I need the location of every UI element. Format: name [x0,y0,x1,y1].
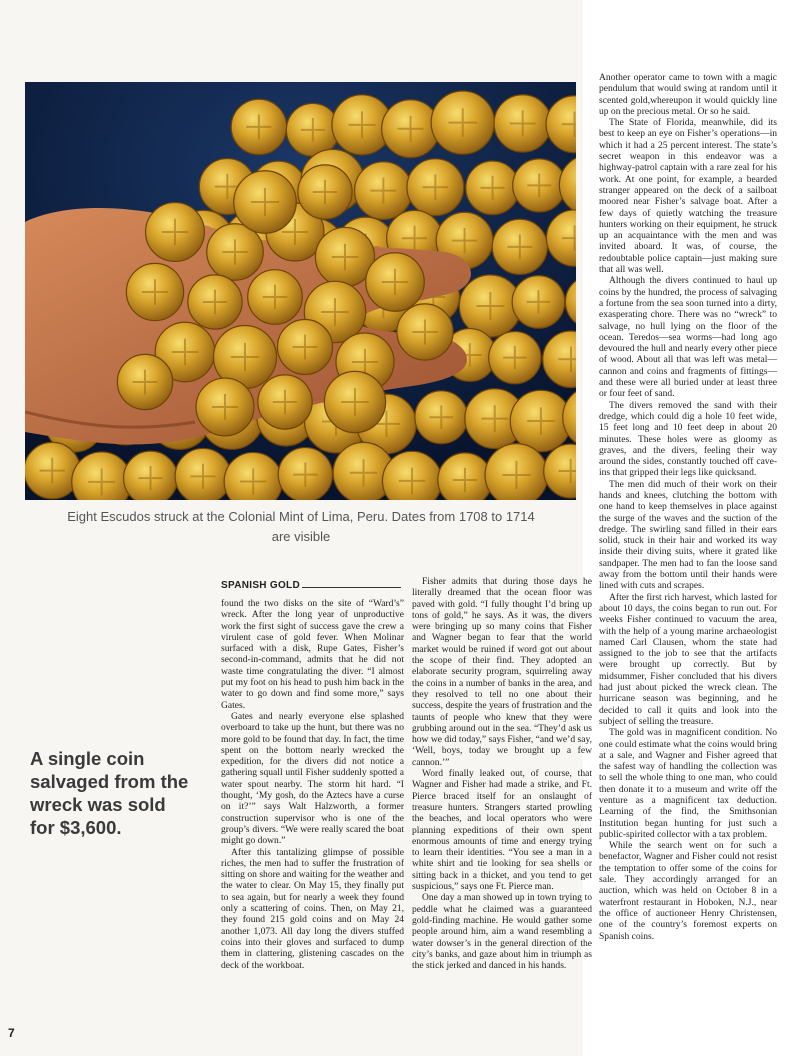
paragraph: Fisher admits that during those days he literally dreamed that the ocean floor was paved with gold. “I fully thought I’d bring up tons of gold,” he says. As it was, the divers were bringing up so many coins that Fisher and Wagner began to fear that the world market would be ruined if word got out about the scope of their find. They adopted an elaborate security program, squirreling away the coins in a number of banks in the area, and they resolved to tell no one about their success, despite the years of frustration and the taunts of people who knew that they were grubbing around out in the sea. “They’d ask us how we did today,” says Fisher, “and we’d say, ‘Well, boys, today we brought up a few cannon.’” [412,576,592,768]
paragraph: The gold was in magnificent condition. No one could estimate what the coins would bring at a sale, and Wagner and Fisher agreed that the safest way of handling the collection was to sell the whole thing to one man, who could then donate it to a museum and write off the venture as a magnificent tax deduction. Learning of the find, the Smithsonian Institution began hunting for just such a public-spirited collector with a tax problem. [599,727,777,840]
paragraph: Word finally leaked out, of course, that Wagner and Fisher had made a strike, and Ft. Pierce braced itself for an onslaught of treasure hunters. Strangers started prowling the beaches, and local operators who were planning expeditions of their own spent enormous amounts of time and energy trying to learn their identities. “You see a man in a white shirt and tie looking for sea shells or sitting back in a thicket, and you tend to get suspicious,” says one Ft. Pierce man. [412,768,592,893]
photo-caption: Eight Escudos struck at the Colonial Mint of Lima, Peru. Dates from 1708 to 1714 are visible [67,509,535,544]
article-column-2 [412,576,592,971]
paragraph: Although the divers continued to haul up coins by the hundred, the process of salvaging a fortune from the sea soon turned into a dirty, exasperating chore. There was no “wreck” to salvage, no hull lying on the floor of the ocean. Teredos—sea worms—had long ago devoured the hull and nearly every other piece of wood. About all that was left was metal—cannon and coins and fragments of fittings—and these were all buried under at least three or four feet of sand. [599,275,777,400]
article-column-3 [599,72,777,942]
paragraph: One day a man showed up in town trying to peddle what he claimed was a guaranteed gold-finding machine. He would gather some people around him, aim a wand resembling a water dowser’s in the general direction of the city’s banks, and gaze about him in triumph as the stick jerked and danced in his hands. [412,892,592,972]
paragraph: Gates and nearly everyone else splashed overboard to take up the hunt, but there was no more gold to be found that day. In fact, the time spent on the bottom nearly wrecked the expedition, for the divers did not notice a gathering squall until Fisher suddenly spotted a water spout nearby. The storm hit hard. “I thought, ‘My gosh, do the Aztecs have a curse on it?’” says Walt Halzworth, a former construction supervisor who is one of the group’s divers. “We were really scared the boat might go down.” [221,710,404,847]
paragraph: The divers removed the sand with their dredge, which could dig a hole 10 feet wide, 15 feet long and 10 feet deep in about 20 minutes. These holes were as gloomy as graves, and the divers, feeling their way around the sides, constantly touched off cave-ins that gripped their legs like quicksand. [599,399,777,479]
paragraph: After the first rich harvest, which lasted for about 10 days, the coins began to run out. For weeks Fisher continued to vacuum the area, with the help of a young marine archaeologist named Carl Clausen, whom the state had assigned to the job to see that the artifacts were brought up correctly. But by midsummer, Fisher concluded that his divers had just about picked the wreck clean. The hurricane season was beginning, and he decided to call it quits and look into the subject of selling the treasure. [599,591,777,727]
section-title-text: SPANISH GOLD [221,580,300,591]
paragraph: The State of Florida, meanwhile, did its best to keep an eye on Fisher’s operations—in which it had a 25 percent interest. The state’s secret weapon in this endeavor was a highway-patrol captain with a rare zeal for his work. At one point, for example, a bearded stranger appeared on the deck of a sailboat moored near Fisher’s salvage boat. After a few days of quietly watching the treasure hunters working on their equipment, he struck up an acquaintance with the men and was invited aboard. It was, of course, the redoubtable police captain—just making sure that all was well. [599,117,777,276]
title-rule [302,579,401,588]
paragraph: While the search went on for such a benefactor, Wagner and Fisher could not resist the temptation to offer some of the coins for sale. They accordingly arranged for an auction, which was held on October 8 in a waterfront restaurant in Hoboken, N.J., near the office of auctioneer Henry Christensen, one of the country’s foremost experts on Spanish coins. [599,840,777,942]
page-number: 7 [8,1026,15,1040]
paragraph: found the two disks on the site of “Ward’s” wreck. After the long year of unproductive work the first sight of success gave the crew a virulent case of gold fever. When Molinar surfaced with a disk, Rupe Gates, Fisher’s second-in-command, admits that he did not waste time congratulating the diver. “I almost put my foot on his head to push him back in the water to go down and find some more,” says Gates. [221,598,404,711]
article-column-1 [221,598,404,971]
gold-coins-photo [25,82,576,500]
paragraph: The men did much of their work on their hands and knees, clutching the bottom with one hand to keep themselves in place against the surge of the waves and the suction of the dredge. The swirling sand filled in their ears solid, stuck in their hair and worked its way inside their diving suits, where it grated like sandpaper. The men had to fan the loose sand away from the bottom until their hands were lined with cuts and scrapes. [599,478,777,592]
section-title [221,579,401,591]
pull-quote: A single coin salvaged from the wreck was sold for $3,600. [30,748,189,838]
paragraph: Another operator came to town with a magic pendulum that would swing at random until it scented gold,whereupon it would quickly line up on the precious metal. Or so he said. [599,72,777,117]
paragraph: After this tantalizing glimpse of possible riches, the men had to suffer the frustration of sitting on shore and waiting for the weather and the water to clear. On May 15, they finally put to sea again, but for nearly a week they found only a scattering of coins. Then, on May 21, they found 215 gold coins and on May 24 another 1,073. All day long the divers stuffed coins into their gloves and surfaced to dump them in clattering, glistening cascades on the deck of the workboat. [221,846,404,971]
